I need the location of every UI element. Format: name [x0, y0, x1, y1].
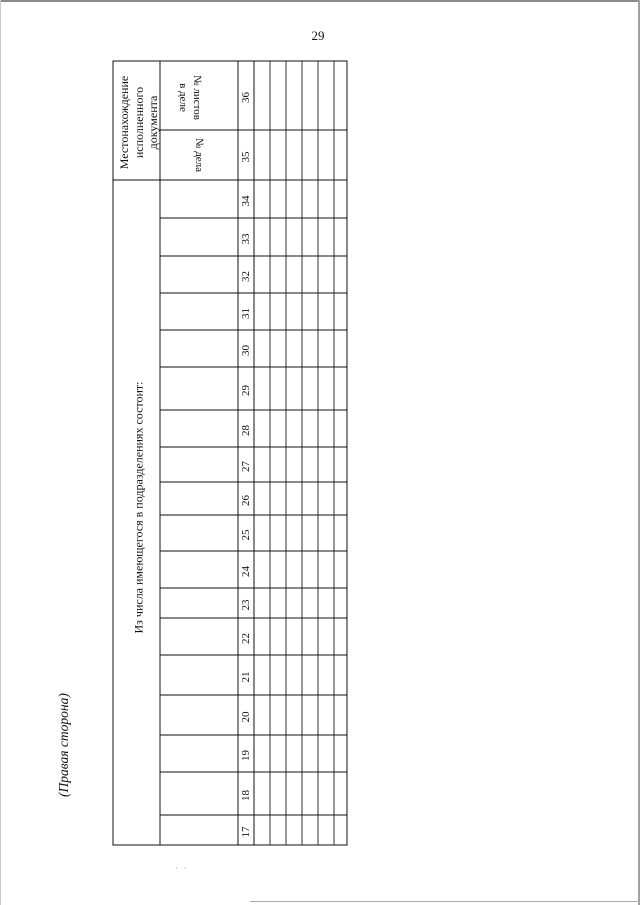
side-label: (Правая сторона)	[56, 693, 71, 797]
location-header-line-3: документа	[146, 95, 160, 150]
page-number: 29	[311, 28, 325, 43]
column-number-27: 27	[240, 461, 252, 472]
column-number-32: 32	[240, 271, 252, 282]
location-header-line-2: исполненного	[132, 86, 146, 159]
case-number-header: № дела	[193, 137, 205, 173]
scan-marks: · ·	[175, 864, 189, 873]
column-number-21: 21	[240, 671, 252, 683]
column-number-24: 24	[240, 566, 252, 577]
column-number-25: 25	[240, 529, 252, 541]
column-number-33: 33	[240, 233, 252, 245]
column-number-36: 36	[240, 92, 252, 103]
group-header-label: Из числа имеющегося в подразделениях состоит:	[131, 381, 146, 634]
column-number-31: 31	[240, 308, 252, 319]
column-number-22: 22	[240, 633, 252, 644]
column-number-35: 35	[240, 151, 252, 163]
column-number-18: 18	[240, 790, 252, 801]
column-number-23: 23	[240, 599, 252, 611]
table-border	[113, 61, 347, 845]
column-number-19: 19	[240, 750, 252, 761]
column-number-26: 26	[240, 495, 252, 506]
column-number-28: 28	[240, 425, 252, 436]
sheets-in-case-header-line-1: № листов	[191, 75, 203, 120]
column-number-34: 34	[240, 195, 252, 207]
location-header-line-1: Местонахождение	[117, 75, 131, 170]
column-number-20: 20	[240, 711, 252, 723]
column-number-29: 29	[240, 385, 252, 396]
column-number-17: 17	[240, 826, 252, 838]
sheets-in-case-header-line-2: в деле	[177, 83, 189, 112]
column-number-30: 30	[240, 345, 252, 356]
